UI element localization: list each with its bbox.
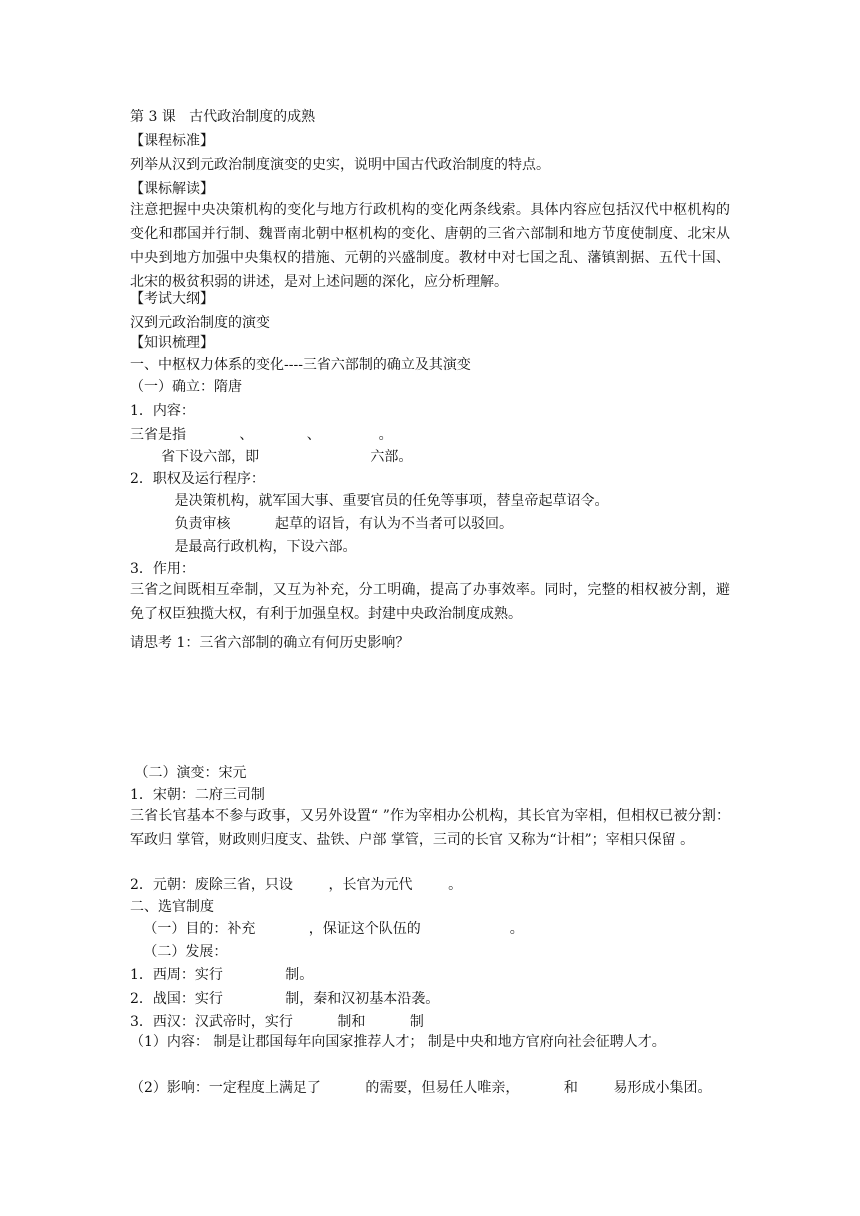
lesson-title: 第 3 课 古代政治制度的成熟 bbox=[130, 109, 316, 125]
heading-knowledge-review: 【知识梳理】 bbox=[130, 335, 214, 351]
six-ministries-blank: 省下设六部，即 六部。 bbox=[130, 449, 413, 465]
powers-line-3: 是最高行政机构，下设六部。 bbox=[130, 539, 357, 555]
course-standard-text: 列举从汉到元政治制度演变的史实，说明中国古代政治制度的特点。 bbox=[130, 157, 550, 173]
section-1-2-heading: （二）演变：宋元 bbox=[130, 765, 247, 781]
content-label: 1．内容： bbox=[130, 403, 195, 419]
western-zhou-line: 1．西周：实行 制。 bbox=[130, 967, 314, 983]
section-1-1-heading: （一）确立：隋唐 bbox=[130, 379, 242, 395]
section-2-heading: 二、选官制度 bbox=[130, 899, 214, 915]
heading-standard-interpretation: 【课标解读】 bbox=[130, 181, 214, 197]
song-dynasty-label: 1．宋朝：二府三司制 bbox=[130, 787, 265, 803]
powers-label: 2．职权及运行程序： bbox=[130, 471, 265, 487]
think-question-1: 请思考 1：三省六部制的确立有何历史影响？ bbox=[130, 635, 410, 651]
powers-line-2: 负责审核 起草的诏旨，有认为不当者可以驳回。 bbox=[130, 516, 514, 532]
western-han-line: 3．西汉：汉武帝时，实行 制和 制 bbox=[130, 1014, 424, 1030]
section-1-heading: 一、中枢权力体系的变化----三省六部制的确立及其演变 bbox=[130, 357, 471, 373]
heading-course-standard: 【课程标准】 bbox=[130, 133, 214, 149]
role-label: 3．作用： bbox=[130, 561, 195, 577]
han-impact-line: （2）影响：一定程度上满足了 的需要，但易任人唯亲， 和 易形成小集团。 bbox=[130, 1080, 712, 1096]
song-dynasty-text: 三省长官基本不参与政事，又另外设置“ ”作为宰相办公机构，其长官为宰相，但相权已被分割：军政归 掌管，财政则归度支、盐铁、户部 掌管，三司的长官 又称为“计相”；宰相只保留 。 bbox=[130, 808, 730, 848]
role-text: 三省之间既相互牵制，又互为补充，分工明确，提高了办事效率。同时，完整的相权被分割，避免了权臣独揽大权，有利于加强皇权。封建中央政治制度成熟。 bbox=[130, 582, 730, 622]
warring-states-line: 2．战国：实行 制，秦和汉初基本沿袭。 bbox=[130, 991, 440, 1007]
powers-line-1: 是决策机构，就军国大事、重要官员的任免等事项，替皇帝起草诏令。 bbox=[130, 493, 609, 509]
three-departments-blank: 三省是指 、 、 。 bbox=[130, 427, 393, 443]
exam-outline-text: 汉到元政治制度的演变 bbox=[130, 315, 270, 331]
yuan-dynasty-line: 2．元朝：废除三省，只设 ，长官为元代 。 bbox=[130, 877, 463, 893]
han-content-text: （1）内容： 制是让郡国每年向国家推荐人才； 制是中央和地方官府向社会征聘人才。 bbox=[130, 1034, 666, 1050]
purpose-line: （一）目的：补充 ，保证这个队伍的 。 bbox=[130, 921, 524, 937]
development-heading: （二）发展： bbox=[130, 944, 228, 960]
standard-interpretation-text: 注意把握中央决策机构的变化与地方行政机构的变化两条线索。具体内容应包括汉代中枢机构的变化和郡国并行制、魏晋南北朝中枢机构的变化、唐朝的三省六部制和地方节度使制度、北宋从中央到地方加强中央集权的措施、元朝的兴盛制度。教材中对七国之乱、藩镇割据、五代十国、北宋的极贫积弱的讲述，是对上述问题的深化，应分析理解。 bbox=[130, 202, 730, 290]
heading-exam-outline: 【考试大纲】 bbox=[130, 291, 214, 307]
